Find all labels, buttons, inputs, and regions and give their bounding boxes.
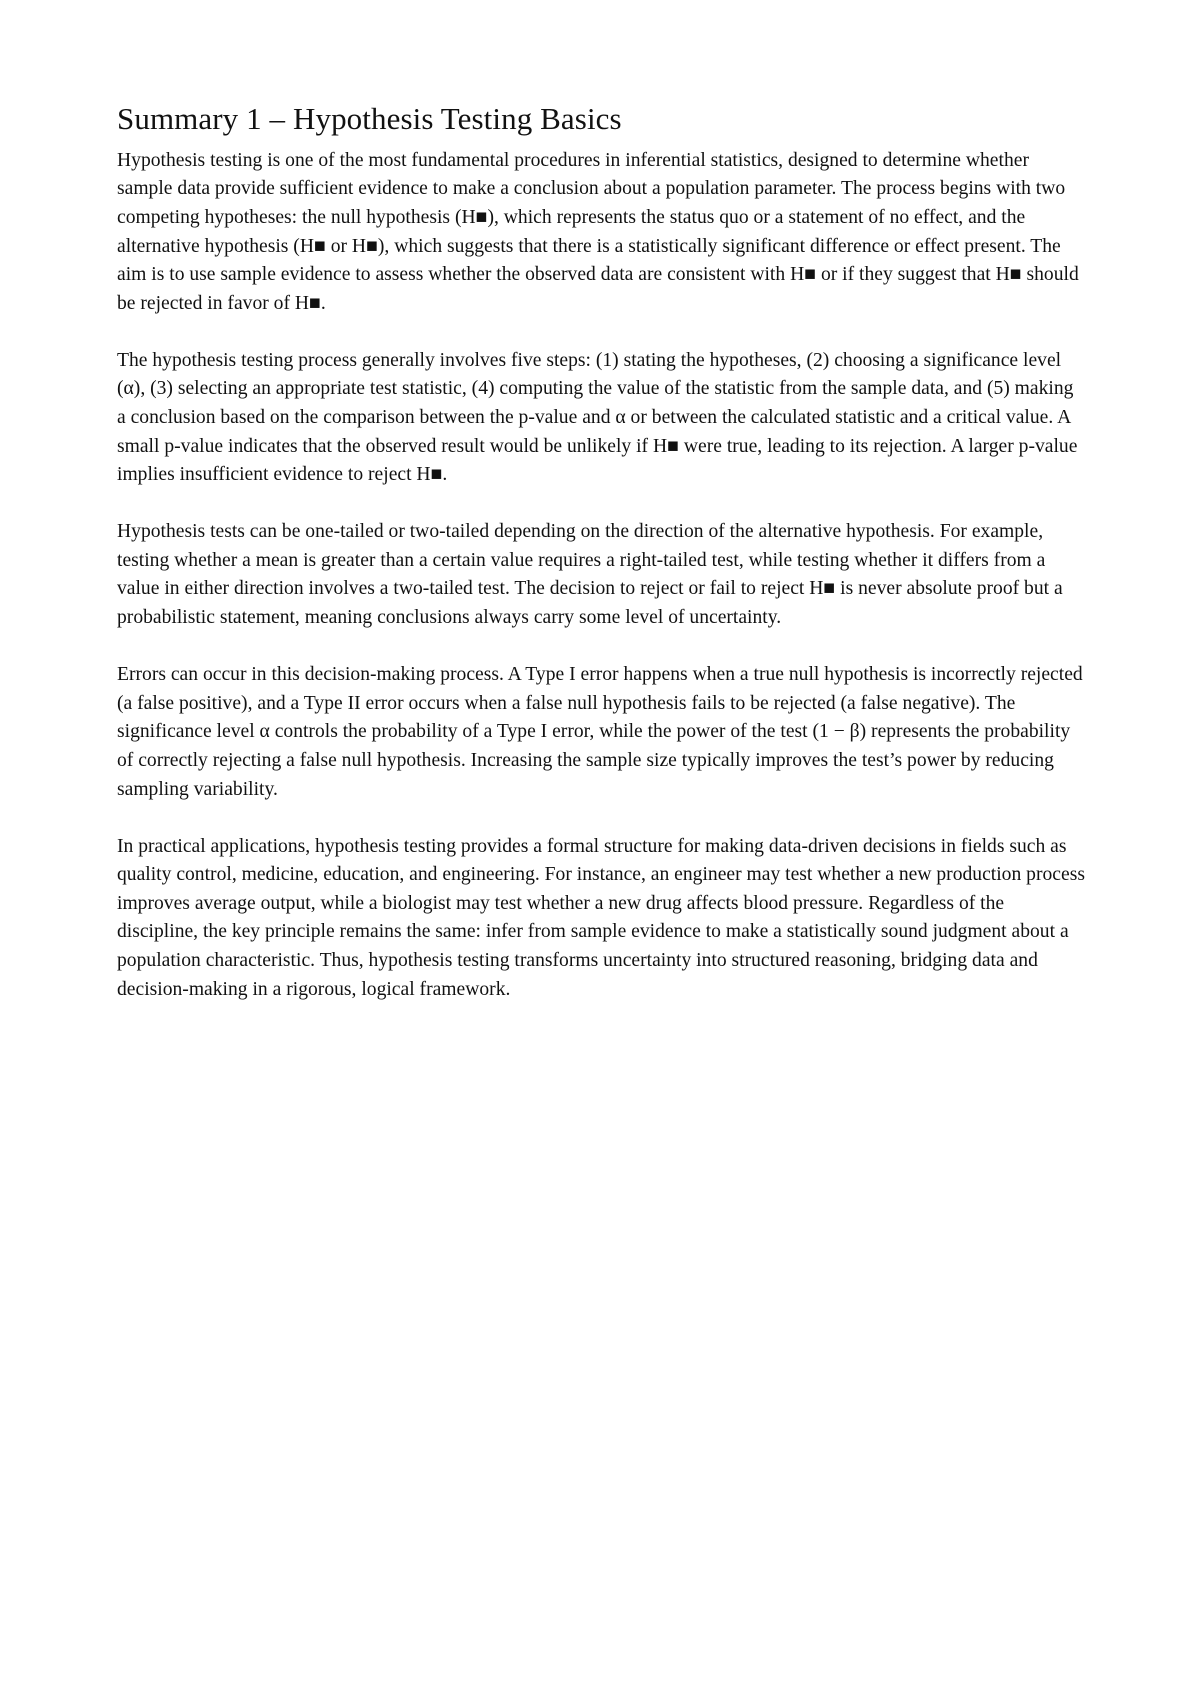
paragraph-intro: Hypothesis testing is one of the most fundamental procedures in inferential statistics, designed to determine whether sample data provide sufficient evidence to make a conclusion about a population parameter. The process begins with two competing hypotheses: the null hypothesis (H■), which represents the status quo or a statement of no effect, and the alternative hypothesis (H■ or H■), which suggests that there is a statistically significant difference or effect present. The aim is to use sample evidence to assess whether the observed data are consistent with H■ or if they suggest that H■ should be rejected in favor of H■. <box>117 149 1079 314</box>
paragraph-applications: In practical applications, hypothesis testing provides a formal structure for making data-driven decisions in fields such as quality control, medicine, education, and engineering. For instance, an engineer may test whether a new production process improves average output, while a biologist may test whether a new drug affects blood pressure. Regardless of the discipline, the key principle remains the same: infer from sample evidence to make a statistically sound judgment about a population characteristic. Thus, hypothesis testing transforms uncertainty into structured reasoning, bridging data and decision-making in a rigorous, logical framework. <box>117 835 1085 1000</box>
paragraph-errors: Errors can occur in this decision-making process. A Type I error happens when a true null hypothesis is incorrectly rejected (a false positive), and a Type II error occurs when a false null hypothesis fails to be rejected (a false negative). The significance level α controls the probability of a Type I error, while the power of the test (1 − β) represents the probability of correctly rejecting a false null hypothesis. Increasing the sample size typically improves the test’s power by reducing sampling variability. <box>117 664 1083 800</box>
document-body <box>117 100 1087 1004</box>
paragraph-process-steps: The hypothesis testing process generally involves five steps: (1) stating the hypotheses, (2) choosing a significance level (α), (3) selecting an appropriate test statistic, (4) computing the value of the statistic from the sample data, and (5) making a conclusion based on the comparison between the p-value and α or between the calculated statistic and a critical value. A small p-value indicates that the observed result would be unlikely if H■ were true, leading to its rejection. A larger p-value implies insufficient evidence to reject H■. <box>117 349 1078 486</box>
document-title: Summary 1 – Hypothesis Testing Basics <box>117 101 622 136</box>
paragraph-tails: Hypothesis tests can be one-tailed or two-tailed depending on the direction of the alternative hypothesis. For example, testing whether a mean is greater than a certain value requires a right-tailed test, while testing whether it differs from a value in either direction involves a two-tailed test. The decision to reject or fail to reject H■ is never absolute proof but a probabilistic statement, meaning conclusions always carry some level of uncertainty. <box>117 521 1063 629</box>
